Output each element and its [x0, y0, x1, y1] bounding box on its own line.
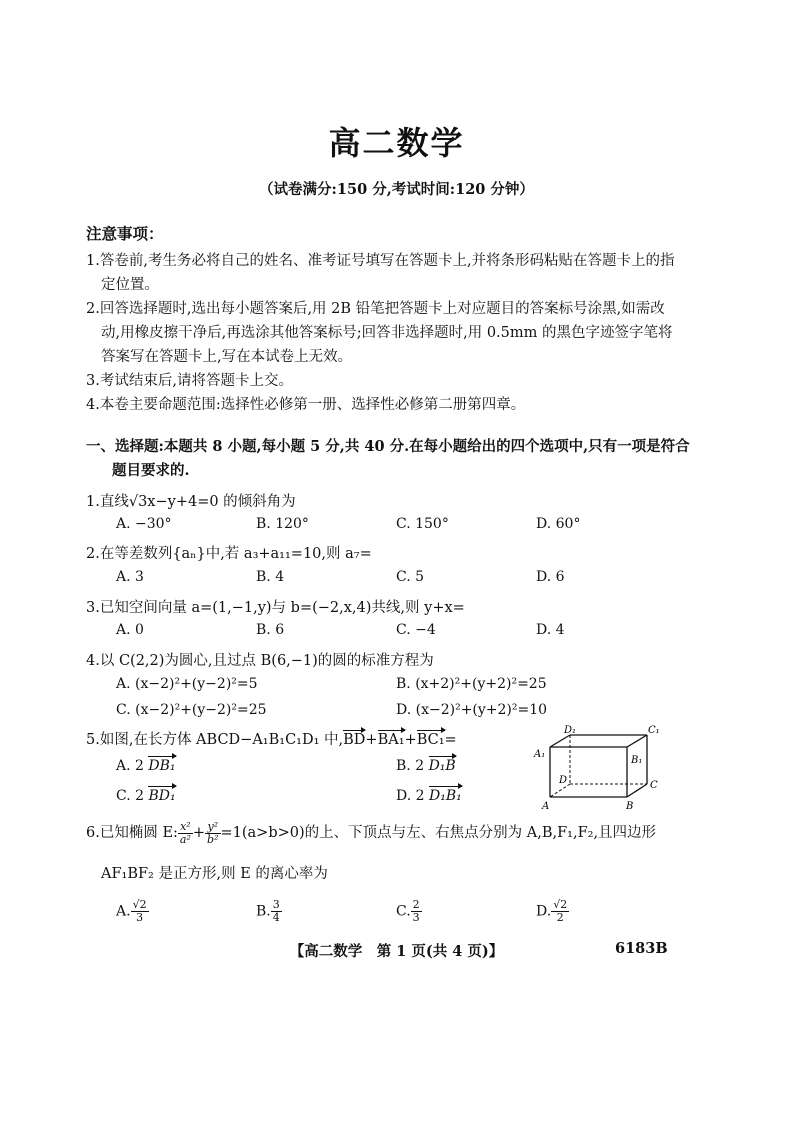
paper-code: 6183B [615, 940, 668, 957]
question-1-stem: 1.直线√3x−y+4=0 的倾斜角为 [86, 494, 296, 510]
question-3-stem: 3.已知空间向量 a=(1,−1,y)与 b=(−2,x,4)共线,则 y+x= [86, 600, 465, 616]
q6-frac-y-den: b² [207, 832, 219, 846]
q1-option-b: B. 120° [256, 516, 309, 532]
q5-plus: + [404, 732, 417, 748]
label-a1: A₁ [534, 749, 546, 760]
q4-option-c: C. (x−2)²+(y−2)²=25 [116, 702, 267, 718]
q2-option-a: A. 3 [116, 569, 144, 585]
q6-option-b-frac [271, 899, 282, 924]
notice-line: 3.考试结束后,请将答题卡上交。 [86, 373, 293, 389]
q2-option-c: C. 5 [396, 569, 425, 585]
q6-option-d-den: 2 [556, 911, 564, 924]
q5-option-a [116, 758, 176, 774]
question-2-stem: 2.在等差数列{aₙ}中,若 a₃+a₁₁=10,则 a₇= [86, 546, 372, 562]
q6-frac-x [178, 821, 193, 846]
q5-option-d-label: D. 2 [396, 788, 425, 804]
q3-option-c: C. −4 [396, 622, 436, 638]
q6-option-c [396, 899, 422, 924]
page-footer: 【高二数学 第 1 页(共 4 页)】 [289, 943, 504, 960]
question-6-stem: 6.已知椭圆 E: $\frac{\text{x²}}{\text{a²}}$ + $\frac{\text{y²}}{\text{b²}}$ =1(a>b>0)的上、下顶点与左、右焦点分别为 A,B,F₁,F₂,且四边形 [86, 819, 657, 846]
q6-option-a-num: √2 [132, 898, 147, 911]
q4-option-d: D. (x−2)²+(y+2)²=10 [396, 702, 548, 718]
q5-vector-ba1: BA₁ [377, 732, 405, 748]
cuboid-figure [530, 722, 665, 812]
q6-option-a-frac [131, 899, 149, 924]
q4-option-a: A. (x−2)²+(y−2)²=5 [116, 676, 258, 692]
q6-option-a-den: 3 [136, 911, 144, 924]
q6-option-b [256, 899, 282, 924]
q5-option-c-label: C. 2 [116, 788, 145, 804]
q5-equals: = [444, 732, 457, 748]
q6-option-b-den: 4 [272, 911, 280, 924]
q1-option-a: A. −30° [116, 516, 172, 532]
q6-option-a [116, 899, 149, 924]
q6-stem-prefix: 6.已知椭圆 E: [86, 825, 178, 841]
label-b1: B₁ [631, 755, 643, 766]
label-c1: C₁ [648, 725, 660, 736]
q6-option-d-frac [551, 899, 569, 924]
q6-frac-x-den: a² [179, 832, 191, 846]
q3-option-b: B. 6 [256, 622, 285, 638]
label-c: C [650, 780, 658, 791]
q6-option-c-den: 3 [412, 911, 420, 924]
q1-option-c: C. 150° [396, 516, 449, 532]
q6-option-b-label: B. [256, 903, 271, 920]
exam-info: （试卷满分:150 分,考试时间:120 分钟） [259, 181, 534, 198]
notice-line: 答案写在答题卡上,写在本试卷上无效。 [101, 349, 353, 365]
notice-line: 动,用橡皮擦干净后,再选涂其他答案标号;回答非选择题时,用 0.5mm 的黑色字迹签字笔将 [101, 325, 673, 341]
q5-plus: + [365, 732, 378, 748]
q6-option-c-label: C. [396, 903, 411, 920]
notice-line: 4.本卷主要命题范围:选择性必修第一册、选择性必修第二册第四章。 [86, 397, 526, 413]
q5-option-a-vector: DB₁ [148, 758, 176, 774]
label-d: D [559, 775, 568, 786]
q6-frac-x-num: x² [178, 821, 193, 834]
label-a: A [542, 801, 550, 812]
question-6-stem-line2: AF₁BF₂ 是正方形,则 E 的离心率为 [101, 866, 328, 882]
label-b: B [626, 801, 634, 812]
q6-frac-y [205, 821, 220, 846]
q5-option-d [396, 788, 462, 804]
section-heading-cont: 题目要求的. [112, 462, 190, 479]
q5-option-b-label: B. 2 [396, 758, 425, 774]
page-title: 高二数学 [328, 124, 465, 162]
q5-vector-bd: BD [343, 732, 366, 748]
question-5-stem [86, 728, 457, 749]
q1-option-d: D. 60° [536, 516, 581, 532]
q6-option-a-label: A. [116, 903, 131, 920]
q6-option-c-num: 2 [412, 898, 420, 911]
q5-option-c-vector: BD₁ [148, 788, 176, 804]
q6-option-c-frac [411, 899, 422, 924]
q6-option-d-label: D. [536, 903, 552, 920]
q6-option-d-num: √2 [553, 898, 568, 911]
notice-line: 1.答卷前,考生务必将自己的姓名、准考证号填写在答题卡上,并将条形码粘贴在答题卡上的指 [86, 253, 675, 269]
q5-option-c [116, 788, 176, 804]
notice-heading: 注意事项： [86, 224, 164, 243]
q2-option-b: B. 4 [256, 569, 285, 585]
section-heading: 一、选择题:本题共 8 小题,每小题 5 分,共 40 分.在每小题给出的四个选项中,只有一项是符合 [86, 438, 690, 455]
notice-line: 定位置。 [101, 277, 159, 293]
q2-option-d: D. 6 [536, 569, 565, 585]
q3-option-d: D. 4 [536, 622, 565, 638]
q5-option-a-label: A. 2 [116, 758, 144, 774]
notice-line: 2.回答选择题时,选出每小题答案后,用 2B 铅笔把答题卡上对应题目的答案标号涂黑,如需改 [86, 301, 665, 317]
q5-stem-prefix: 5.如图,在长方体 ABCD−A₁B₁C₁D₁ 中, [86, 732, 344, 748]
label-d1: D₁ [564, 725, 577, 736]
q6-frac-y-num: y² [205, 821, 220, 834]
q5-option-b [396, 758, 456, 774]
q5-option-d-vector: D₁B₁ [429, 788, 462, 804]
q5-vector-bc1: BC₁ [416, 732, 445, 748]
question-4-stem: 4.以 C(2,2)为圆心,且过点 B(6,−1)的圆的标准方程为 [86, 653, 434, 669]
q3-option-a: A. 0 [116, 622, 144, 638]
q6-stem-suffix: =1(a>b>0)的上、下顶点与左、右焦点分别为 A,B,F₁,F₂,且四边形 [220, 825, 657, 841]
q6-option-b-num: 3 [272, 898, 280, 911]
q4-option-b: B. (x+2)²+(y+2)²=25 [396, 676, 547, 692]
q6-option-d [536, 899, 569, 924]
q5-option-b-vector: D₁B [428, 758, 456, 774]
